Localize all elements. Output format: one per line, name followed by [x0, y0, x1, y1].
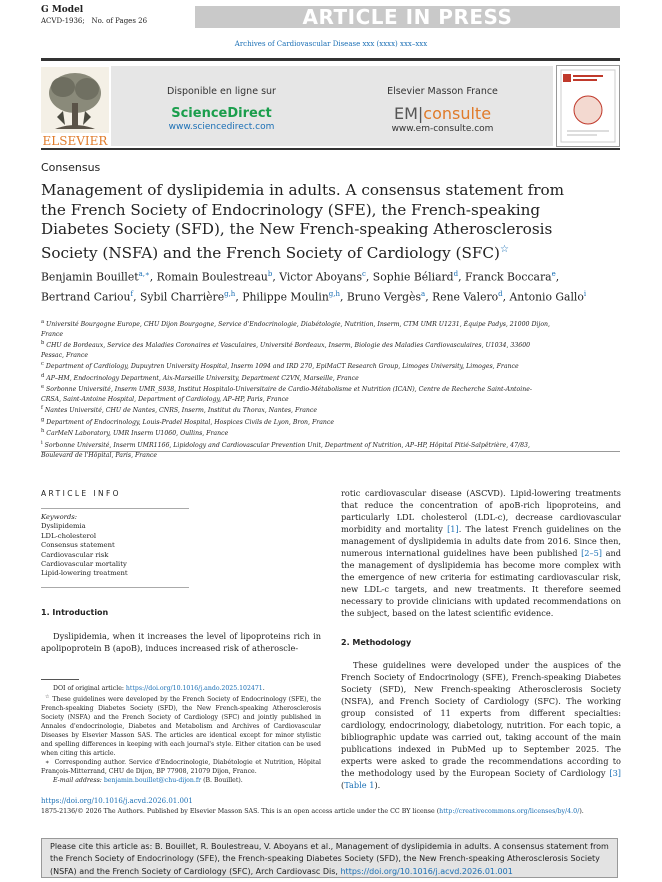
affiliation-marker: d — [41, 372, 45, 379]
footnote-rule — [41, 679, 79, 680]
affiliation-item — [41, 372, 551, 384]
affiliation-text: Sorbonne Université, Inserm UMR_S938, Institut Hospitalo-Universitaire de Cardio-Métabolisme et Nutrition (ICAN), Centre de Recherche Saint-Antoine-CRSA, Saint-Antoine Hospital, Department of Cardiology, AP–HP, Paris, France — [41, 386, 532, 403]
affiliation-item — [41, 339, 551, 360]
author-affiliation-marker[interactable]: g,h — [328, 290, 340, 299]
publisher-name: Elsevier Masson France — [387, 86, 498, 97]
author-separator: , — [555, 270, 560, 284]
author-list — [41, 266, 601, 306]
affiliations-list — [41, 318, 551, 460]
journal-banner — [41, 58, 620, 147]
affiliation-marker: c — [41, 361, 44, 368]
article-title: Management of dyslipidemia in adults. A consensus statement from the French Society of Endocrinology (SFE), the French-speaking Diabetes Society (SFD), the New French-speaking Atherosclerosis Society (NSFA) and the French Society of Cardiology (SFC)☆ — [41, 181, 565, 262]
author-affiliation-marker[interactable]: f — [130, 290, 134, 299]
em-consulte-logo: EM|consulte — [393, 104, 492, 123]
author-affiliation-marker[interactable]: a — [421, 290, 426, 299]
affiliation-text: CHU de Bordeaux, Service des Maladies Coronaires et Vasculaires, Université Bordeaux, Inserm, Biologie des Maladies Cardiovasculaires, U1034, 33600 Pessac, France — [41, 342, 531, 359]
author-name[interactable]: Romain Boulestreau — [156, 270, 268, 284]
em-consulte-url[interactable]: www.em-consulte.com — [391, 124, 494, 134]
sciencedirect-url[interactable]: www.sciencedirect.com — [168, 122, 275, 132]
author-name[interactable]: Bruno Vergès — [346, 290, 422, 304]
affiliation-marker: e — [41, 384, 45, 391]
available-online-text: Disponible en ligne sur — [167, 86, 276, 97]
affiliation-marker: h — [41, 428, 45, 435]
author-name[interactable]: Victor Aboyans — [279, 270, 362, 284]
sciencedirect-panel[interactable] — [111, 66, 332, 146]
author-separator: , — [425, 290, 433, 304]
guidelines-note: ☆ These guidelines were developed by the French Society of Endocrinology (SFE), the French-speaking Diabetes Society (SFD), the New French-speaking Atherosclerosis Society (NSFA) and the French Society of Cardiology (SFC) and jointly published in Annales d'endocrinologie, Diabetes and Metabolism and Archives of Cardiovascular Diseases by Elsevier Masson SAS. The articles are identical except for minor stylistic and spelling differences in keeping with each journal's style. Either citation can be used when citing this article. — [41, 694, 321, 758]
affiliation-marker: b — [41, 340, 45, 347]
em-consulte-panel[interactable] — [332, 66, 553, 146]
affiliation-text: Sorbonne Université, Inserm UMR1166, Lipidology and Cardiovascular Prevention Unit, Department of Nutrition, AP–HP, Hôpital Pitié-Salpêtrière, 47/83, Boulevard de l'Hôpital, Paris, France — [41, 442, 530, 459]
article-type-label: Consensus — [41, 161, 101, 174]
affiliation-item — [41, 404, 551, 416]
affiliation-marker: g — [41, 416, 45, 423]
reference-link-1[interactable]: [1] — [447, 524, 459, 534]
keywords-list — [41, 522, 128, 578]
author-affiliation-marker[interactable]: a,∗ — [138, 270, 150, 278]
author-email-link[interactable]: benjamin.bouillet@chu-dijon.fr — [103, 777, 202, 785]
author-separator: , — [340, 290, 347, 304]
affiliation-text: AP–HM, Endocrinology Department, Aix-Marseille University, Department C2VN, Marseille, France — [46, 374, 359, 382]
elsevier-logo[interactable] — [41, 67, 109, 147]
original-doi-link[interactable]: https://doi.org/10.1016/j.ando.2025.102471 — [125, 685, 263, 692]
affiliation-text: Université Bourgogne Europe, CHU Dijon Bourgogne, Service d'Endocrinologie, Diabétologie, Nutrition, Inserm, CTM UMR U1231, Équipe Padys, 21000 Dijon, France — [41, 321, 550, 338]
article-doi-link[interactable]: https://doi.org/10.1016/j.acvd.2026.01.001 — [41, 797, 193, 805]
elsevier-wordmark: ELSEVIER — [42, 134, 108, 147]
author-separator: , — [149, 270, 157, 284]
author-affiliation-marker[interactable]: b — [267, 270, 273, 278]
affiliation-text: Department of Cardiology, Dupuytren University Hospital, Inserm 1094 and IRD 270, EpiMaCT Research Group, Limoges University, Limoges, France — [45, 363, 519, 371]
table-1-link[interactable]: Table 1 — [344, 780, 375, 790]
corresponding-author-note: ∗ Corresponding author. Service d'Endocrinologie, Diabétologie et Nutrition, Hôpital François-Mitterrand, CHU de Dijon, BP 77908, 21079 Dijon, France. — [41, 759, 322, 776]
header-rule — [41, 148, 620, 150]
affiliation-marker: i — [41, 440, 43, 446]
reference-link-3[interactable]: [3] — [609, 768, 621, 778]
author-name[interactable]: Philippe Moulin — [242, 290, 329, 304]
article-info-rule-bottom — [41, 587, 189, 588]
author-name[interactable]: Bertrand Cariou — [41, 290, 131, 304]
keyword-item[interactable]: Cardiovascular mortality — [41, 560, 127, 569]
author-affiliation-marker[interactable]: c — [362, 270, 366, 278]
original-doi-note: DOI of original article: https://doi.org/10.1016/j.ando.2025.102471. — [53, 685, 265, 692]
author-name[interactable]: Benjamin Bouillet — [41, 270, 139, 284]
author-name[interactable]: Antonio Gallo — [509, 290, 584, 304]
keyword-item[interactable]: Dyslipidemia — [41, 522, 86, 531]
article-info-rule — [41, 508, 189, 509]
citation-box: Please cite this article as: B. Bouillet, R. Boulestreau, V. Aboyans et al., Management of dyslipidemia in adults. A consensus statement from the French Society of Endocrinology (SFE), the French-speaking Diabetes Society (SFD), the New French-speaking Atherosclerosis Society (NSFA) and the French Society of Cardiology (SFC), Arch Cardiovasc Dis, https://doi.org/10.1016/j.acvd.2026.01.001 — [41, 838, 618, 878]
affiliation-marker: a — [41, 319, 45, 325]
affiliation-item — [41, 318, 551, 339]
journal-citation-line[interactable]: Archives of Cardiovascular Disease xxx (xxxx) xxx–xxx — [234, 40, 428, 48]
introduction-heading: 1. Introduction — [41, 608, 109, 617]
author-name[interactable]: Rene Valero — [432, 290, 499, 304]
author-separator: , — [458, 270, 465, 284]
affiliation-marker: f — [41, 405, 43, 412]
methodology-paragraph: These guidelines were developed under the auspices of the French Society of Endocrinology (SFE), French-speaking Diabetes Society (SFD), New French-speaking Atherosclerosis Society (NSFA), and French Society of Cardiology (SFC). The working group consisted of 11 experts from different specialties: cardiology, endocrinology, diabetology, nutrition. For each topic, a bibliographic update was carried out, taking account of the main publications indexed in PubMed up to September 2025. The experts were asked to grade the recommendations according to the methodology used by the European Society of Cardiology [3] (Table 1). — [341, 660, 621, 790]
author-name[interactable]: Sophie Béliard — [372, 270, 454, 284]
keyword-item[interactable]: Cardiovascular risk — [41, 550, 109, 559]
author-name[interactable]: Franck Boccara — [464, 270, 552, 284]
g-model-label: G Model — [41, 5, 84, 15]
affiliation-text: Nantes Université, CHU de Nantes, CNRS, Inserm, Institut du Thorax, Nantes, France — [44, 407, 318, 415]
keyword-item[interactable]: Consensus statement — [41, 541, 115, 550]
affiliation-text: CarMeN Laboratory, UMR Inserm U1060, Oullins, France — [46, 430, 229, 438]
introduction-continuation: rotic cardiovascular disease (ASCVD). Lipid-lowering treatments that reduce the concentration of apoB-rich lipoproteins, and particularly LDL cholesterol (LDL-c), decrease cardiovascular morbidity and mortality [1]. The latest French guidelines on the management of dyslipidemia in adults date from 2016. Since then, numerous international guidelines have been published [2–5] and the management of dyslipidemia has become more complex with the emergence of new criteria for estimating cardiovascular risk, new LDL-c targets, and new treatments. It therefore seemed necessary to provide clinicians with updated recommendations on the subject, based on the latest scientific evidence. — [341, 488, 622, 618]
title-footnote-mark[interactable]: ☆ — [499, 243, 509, 255]
keyword-item[interactable]: LDL-cholesterol — [41, 531, 97, 540]
author-separator: , — [133, 290, 140, 304]
reference-link-2-5[interactable]: [2–5] — [581, 548, 602, 558]
article-info-heading: ARTICLE INFO — [41, 489, 121, 498]
author-affiliation-marker[interactable]: e — [551, 270, 556, 278]
keywords-label: Keywords: — [41, 513, 78, 521]
author-affiliation-marker[interactable]: d — [453, 270, 459, 278]
sciencedirect-logo: ScienceDirect — [171, 106, 272, 121]
affiliation-item — [41, 416, 551, 428]
license-link[interactable]: http://creativecommons.org/licenses/by/4.0/ — [439, 808, 580, 815]
keyword-item[interactable]: Lipid-lowering treatment — [41, 569, 128, 578]
affiliations-rule — [41, 451, 620, 452]
citation-doi-link[interactable]: https://doi.org/10.1016/j.acvd.2026.01.001 — [340, 866, 513, 876]
affiliation-item — [41, 427, 551, 439]
author-separator: , — [502, 290, 510, 304]
affiliation-text: Department of Endocrinology, Louis-Pradel Hospital, Hospices Civils de Lyon, Bron, France — [46, 418, 335, 426]
author-separator: , — [272, 270, 280, 284]
author-affiliation-marker[interactable]: g,h — [224, 290, 236, 299]
methodology-heading: 2. Methodology — [341, 638, 412, 647]
keywords-block — [41, 513, 128, 579]
article-in-press-banner: ARTICLE IN PRESS — [195, 6, 620, 28]
email-note: E-mail address: benjamin.bouillet@chu-dijon.fr (B. Bouillet). — [53, 777, 243, 785]
author-name[interactable]: Sybil Charrière — [139, 290, 225, 304]
author-affiliation-marker[interactable]: i — [583, 290, 587, 299]
footnotes — [41, 684, 321, 785]
copyright-line: 1875-2136/© 2026 The Authors. Published by Elsevier Masson SAS. This is an open access article under the CC BY license (http://creativecommons.org/licenses/by/4.0/). — [41, 808, 584, 815]
banner-links-panel — [111, 66, 553, 146]
journal-cover-thumbnail[interactable] — [556, 65, 620, 147]
manuscript-code: ACVD-1936; No. of Pages 26 — [41, 17, 148, 25]
affiliation-item — [41, 439, 551, 460]
affiliation-item — [41, 383, 551, 404]
author-separator: , — [235, 290, 243, 304]
affiliation-item — [41, 360, 551, 372]
author-separator: , — [365, 270, 373, 284]
introduction-paragraph: Dyslipidemia, when it increases the level of lipoproteins rich in apolipoprotein B (apoB), induces increased risk of atheroscle- — [41, 631, 321, 653]
author-affiliation-marker[interactable]: d — [498, 290, 503, 299]
